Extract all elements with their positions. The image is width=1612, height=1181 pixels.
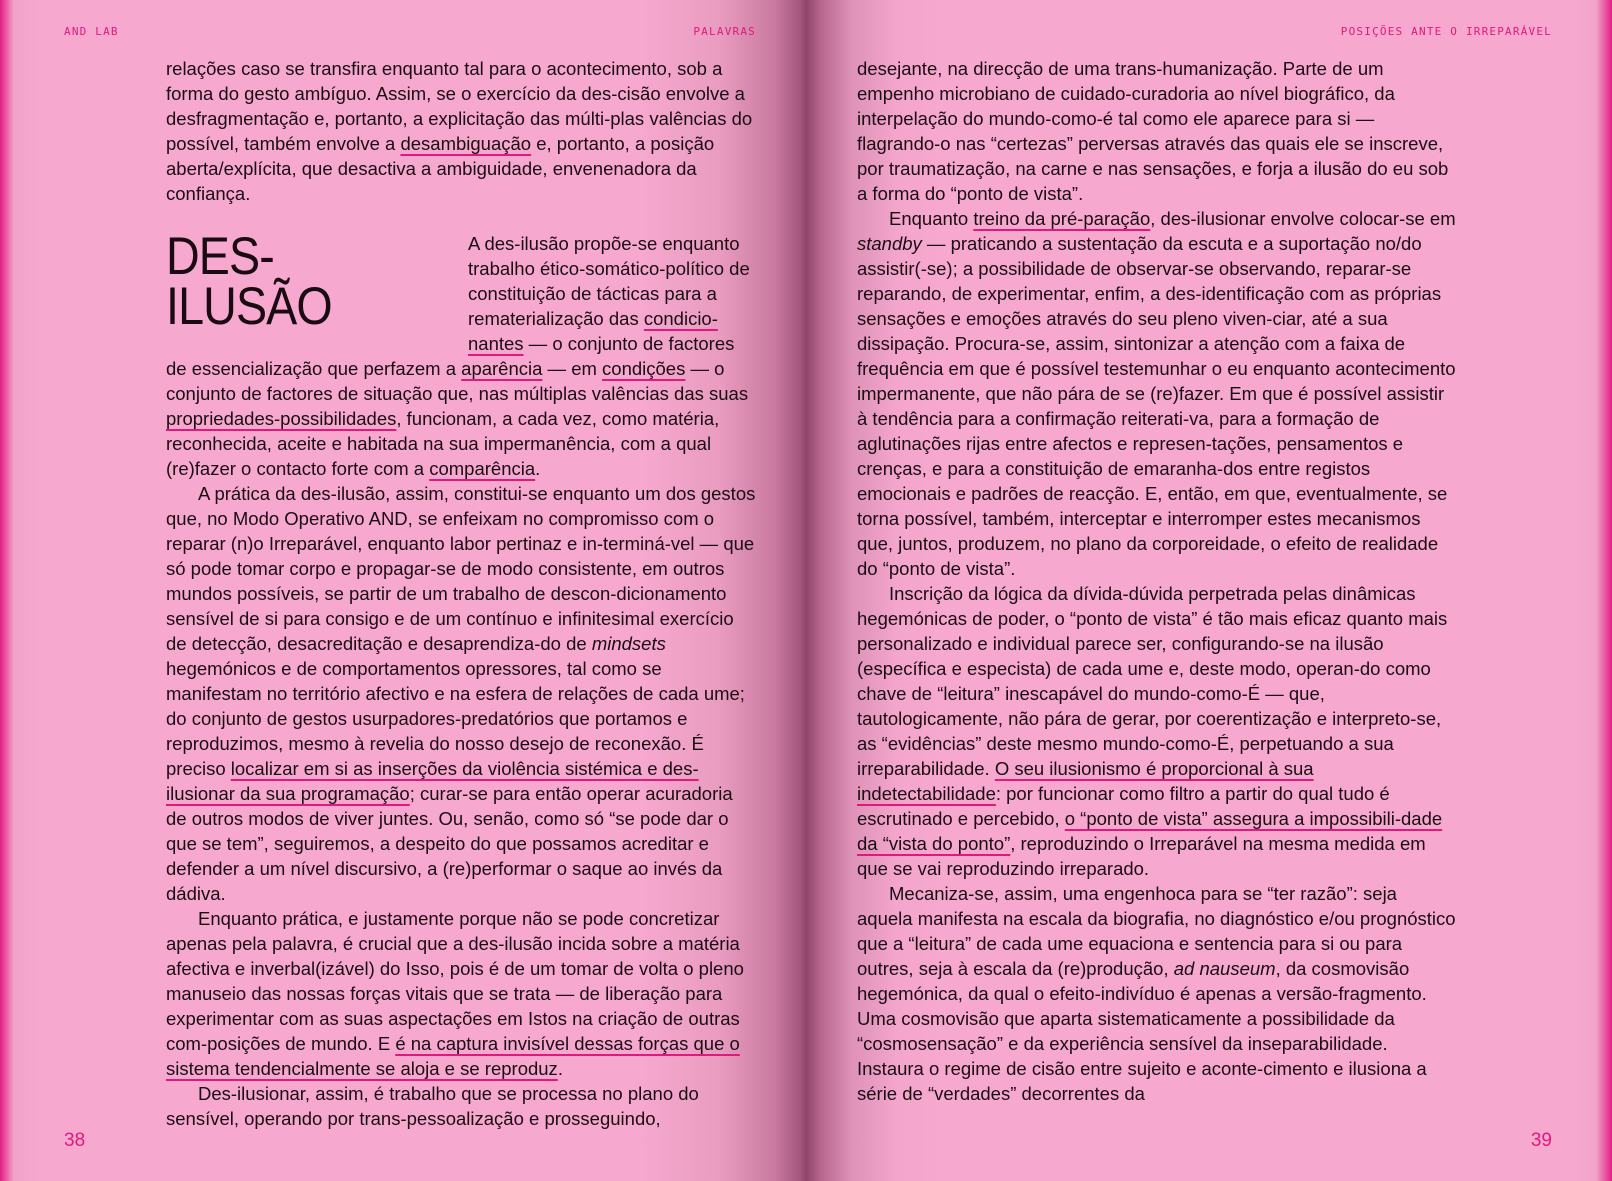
- left-text-column: [166, 56, 756, 1131]
- paragraph-4: Mecaniza-se, assim, uma engenhoca para se “ter razão”: seja aquela manifesta na escala da biografia, no diagnóstico e/ou prognóstico que a “leitura” de cada ume equaciona e sentencia para si ou para outres, seja à escala da (re)produção, ad nauseum, da cosmovisão hegemónica, da qual o efeito-indivíduo é apenas a versão-fragmento. Uma cosmovisão que aparta sistematicamente a possibilidade da “cosmosensação” e da experiência sensível da inseparabilidade. Instaura o regime de cisão entre sujeito e aconte-cimento e ilusiona a série de “verdades” decorrentes da: [857, 883, 1456, 1104]
- paragraph-definition: DES-ILUSÃO A des-ilusão propõe-se enquanto trabalho ético-somático-político de constituição de tácticas para a rematerialização das condicio-nantes — o conjunto de factores de essencialização que perfazem a aparência — em condições — o conjunto de factores de situação que, nas múltiplas valências das suas propriedades-possibilidades, funcionam, a cada vez, como matéria, reconhecida, aceite e habitada na sua impermanência, com a qual (re)fazer o contacto forte com a comparência.: [166, 227, 750, 479]
- highlight: o “ponto de vista” assegura a impossibili-dade da “vista do ponto”: [857, 808, 1443, 854]
- highlight: propriedades-possibilidades: [166, 408, 397, 429]
- paragraph-2: Enquanto treino da pré-paração, des-ilusionar envolve colocar-se em standby — praticando a sustentação da escuta e a suportação no/do assistir(-se); a possibilidade de observar-se observando, reparar-se reparando, de experimentar, enfim, a des-identificação com as próprias sensações e emoções através do seu pleno viven-ciar, até a sua dissipação. Procura-se, assim, sintonizar a atenção com a faixa de frequência em que é possível testemunhar o eu enquanto acontecimento impermanente, que não pára de se (re)fazer. Em que é possível assistir à tendência para a confirmação reiterati-va, para a formação de aglutinações rijas entre afectos e represen-tações, pensamentos e crenças, e para a constituição de emaranha-dos entre registos emocionais e padrões de reacção. E, então, em que, eventualmente, se torna possível, também, interceptar e interromper estes mecanismos que, juntos, produzem, no plano da corporeidade, o efeito de realidade do “ponto de vista”.: [857, 208, 1456, 579]
- paragraph-practice: A prática da des-ilusão, assim, constitui-se enquanto um dos gestos que, no Modo Operativo AND, se enfeixam no compromisso com o reparar (n)o Irreparável, enquanto labor pertinaz e in-terminá-vel — que só pode tomar corpo e propagar-se de modo consistente, em outros mundos possíveis, se partir de um trabalho de descon-dicionamento sensível de si para consigo e de um contínuo e infinitesimal exercício de detecção, desacreditação e desaprendiza-do de mindsets hegemónicos e de comportamentos opressores, tal como se manifestam no território afectivo e na esfera de relações de cada ume; do conjunto de gestos usurpadores-predatórios que portamos e reproduzimos, mesmo à revelia do nosso desejo de reconexão. É preciso localizar em si as inserções da violência sistémica e des-ilusionar da sua programação; curar-se para então operar acuradoria de outros modos de viver juntes. Ou, senão, como só “se pode dar o que se tem”, seguiremos, a despeito do que possamos acreditar e defender a um nível discursivo, a (re)performar o saque ao invés da dádiva.: [166, 483, 756, 904]
- paragraph-3: Inscrição da lógica da dívida-dúvida perpetrada pelas dinâmicas hegemónicas de poder, o “ponto de vista” é tão mais eficaz quanto mais personalizado e individual parece ser, configurando-se na ilusão (específica e especista) de cada ume e, deste modo, operan-do como chave de “leitura” inescapável do mundo-como-É — que, tautologicamente, não pára de gerar, por coerentização e interpreto-se, as “evidências” deste mesmo mundo-como-É, perpetuando a sua irreparabilidade. O seu ilusionismo é proporcional à sua indetectabilidade: por funcionar como filtro a partir do qual tudo é escrutinado e percebido, o “ponto de vista” assegura a impossibili-dade da “vista do ponto”, reproduzindo o Irreparável na mesma medida em que se vai reproduzindo irreparado.: [857, 583, 1448, 879]
- highlight: treino da pré-paração: [973, 208, 1151, 229]
- entry-heading: DES-ILUSÃO: [166, 227, 332, 336]
- page-number-right: 39: [1530, 1130, 1552, 1151]
- running-head-section: PALAVRAS: [693, 25, 756, 38]
- highlight: é na captura invisível dessas forças que o sistema tendencialmente se aloja e se reproduz: [166, 1033, 740, 1079]
- highlight: desambiguação: [400, 133, 532, 154]
- paragraph-intro: relações caso se transfira enquanto tal para o acontecimento, sob a forma do gesto ambíguo. Assim, se o exercício da des-cisão envolve a desfragmentação e, portanto, a explicitação das múlti-plas valências do possível, também envolve a desambiguação e, portanto, a posição aberta/explícita, que desactiva a ambiguidade, envenenadora da confiança.: [166, 58, 753, 204]
- highlight: condicio-nantes: [468, 308, 718, 354]
- right-page: [806, 0, 1612, 1181]
- running-head-author: AND LAB: [64, 25, 119, 38]
- highlight: O seu ilusionismo é proporcional à sua indetectabilidade: [857, 758, 1314, 804]
- highlight: localizar em si as inserções da violência sistémica e des-ilusionar da sua programação: [166, 758, 699, 804]
- right-text-column: [857, 56, 1457, 1106]
- page-number-left: 38: [64, 1130, 86, 1151]
- highlight: condições: [602, 358, 686, 379]
- paragraph-practice-2: Enquanto prática, e justamente porque não se pode concretizar apenas pela palavra, é crucial que a des-ilusão incida sobre a matéria afectiva e inverbal(izável) do Isso, pois é de um tomar de volta o pleno manuseio das nossas forças vitais que se trata — de liberação para experimentar com as suas aspectações em Istos na criação de outras com-posições de mundo. E é na captura invisível dessas forças que o sistema tendencialmente se aloja e se reproduz.: [166, 908, 744, 1079]
- paragraph-1: desejante, na direcção de uma trans-humanização. Parte de um empenho microbiano de cuidado-curadoria ao nível biográfico, da interpelação do mundo-como-é tal como ele aparece para si — flagrando-o nas “certezas” perversas através das quais ele se inscreve, por traumatização, na carne e nas sensações, e forja a ilusão do eu sob a forma do “ponto de vista”.: [857, 58, 1449, 204]
- running-head-chapter: POSIÇÕES ANTE O IRREPARÁVEL: [1340, 25, 1552, 38]
- paragraph-last: Des-ilusionar, assim, é trabalho que se processa no plano do sensível, operando por trans-pessoalização e prosseguindo,: [166, 1083, 699, 1129]
- highlight: aparência: [461, 358, 543, 379]
- highlight: comparência: [429, 458, 536, 479]
